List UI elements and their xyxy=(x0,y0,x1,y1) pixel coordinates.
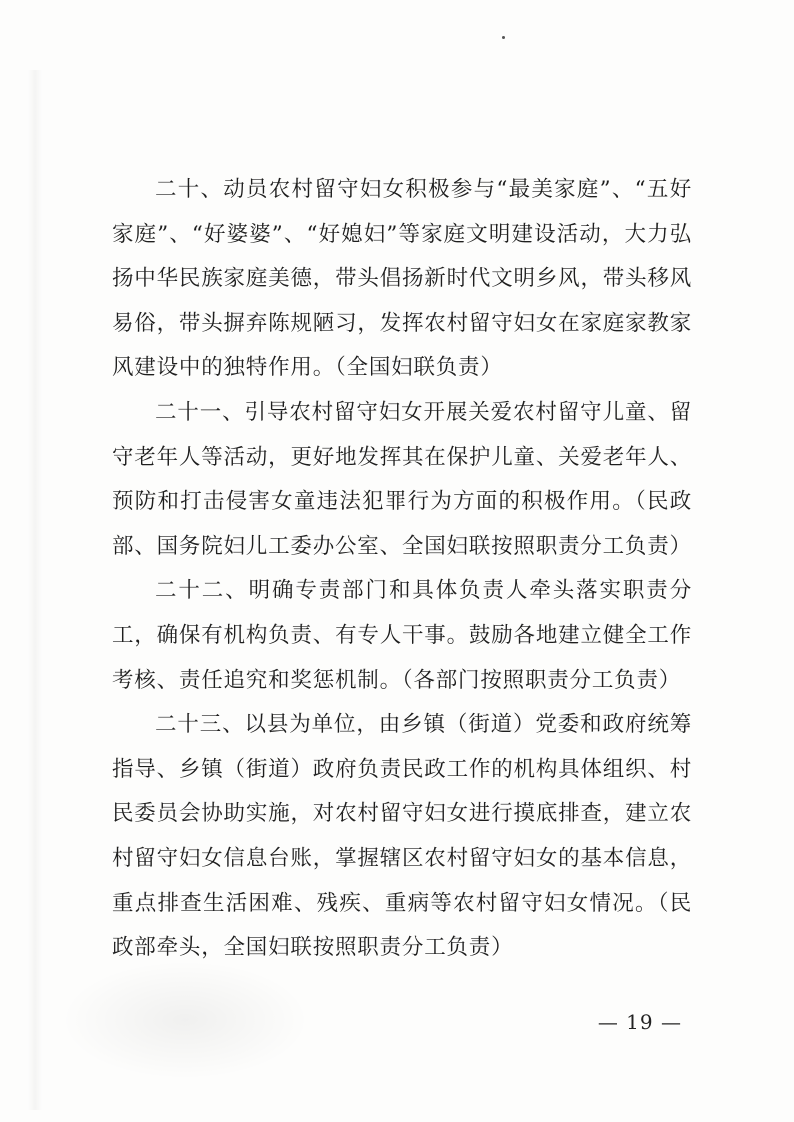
paragraph-20: 二十、动员农村留守妇女积极参与“最美家庭”、“五好家庭”、“好婆婆”、“好媳妇”等家庭文明建设活动，大力弘扬中华民族家庭美德，带头倡扬新时代文明乡风，带头移风易俗，带头摒弃陈规陋习，发挥农村留守妇女在家庭家教家风建设中的独特作用。（全国妇联负责） xyxy=(112,177,692,381)
page-number: — 19 — xyxy=(597,1010,682,1034)
scan-shadow xyxy=(28,70,42,1110)
scan-smudge xyxy=(60,960,310,1080)
document-body xyxy=(112,168,692,971)
paragraph-22: 二十二、明确专责部门和具体负责人牵头落实职责分工，确保有机构负责、有专人干事。鼓励各地建立健全工作考核、责任追究和奖惩机制。（各部门按照职责分工负责） xyxy=(112,578,692,693)
paragraph-23: 二十三、以县为单位，由乡镇（街道）党委和政府统筹指导、乡镇（街道）政府负责民政工作的机构具体组织、村民委员会协助实施，对农村留守妇女进行摸底排查，建立农村留守妇女信息台账，掌握辖区农村留守妇女的基本信息，重点排查生活困难、残疾、重病等农村留守妇女情况。（民政部牵头，全国妇联按照职责分工负责） xyxy=(112,712,692,961)
paragraph-21: 二十一、引导农村留守妇女开展关爱农村留守儿童、留守老年人等活动，更好地发挥其在保护儿童、关爱老年人、预防和打击侵害女童违法犯罪行为方面的积极作用。（民政部、国务院妇儿工委办公室、全国妇联按照职责分工负责） xyxy=(112,399,692,559)
scan-speck xyxy=(502,36,505,39)
